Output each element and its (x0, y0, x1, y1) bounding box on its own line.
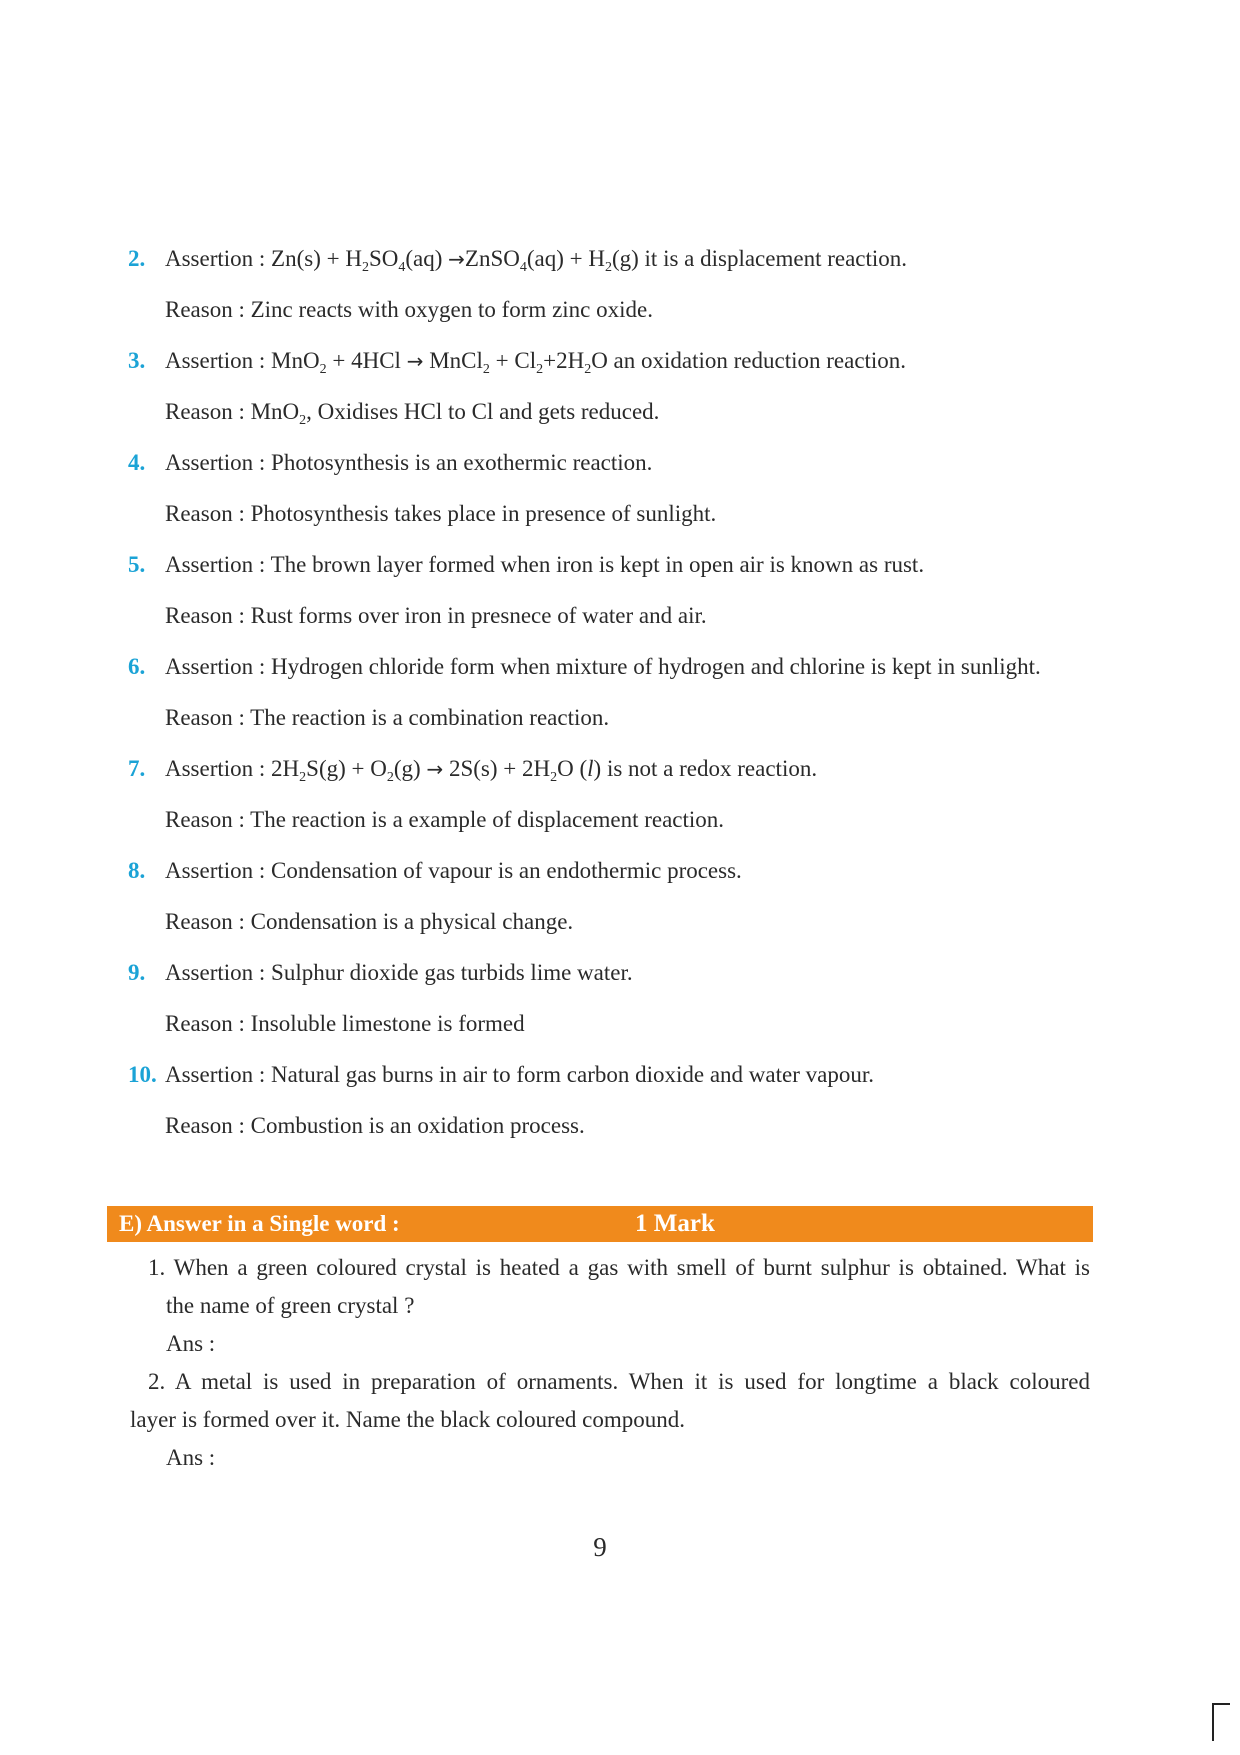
question-6-reason: Reason : The reaction is a combination reaction. (165, 705, 610, 730)
arrow-icon: → (406, 349, 424, 373)
question-9-reason: Reason : Insoluble limestone is formed (165, 1011, 525, 1036)
question-number: 5. (128, 552, 146, 577)
question-number: 2. (128, 246, 146, 271)
question-2-reason: Reason : Zinc reacts with oxygen to form zinc oxide. (165, 297, 653, 322)
section-marks: 1 Mark (635, 1210, 715, 1237)
arrow-icon: → (448, 247, 465, 271)
single-word-q1-line2: the name of green crystal ? (166, 1293, 415, 1318)
question-10-reason: Reason : Combustion is an oxidation process. (165, 1113, 585, 1138)
question-4-reason: Reason : Photosynthesis takes place in presence of sunlight. (165, 501, 717, 526)
section-header-bar (107, 1206, 1093, 1242)
question-number: 6. (128, 654, 146, 679)
single-word-q2-line2: layer is formed over it. Name the black coloured compound. (130, 1407, 686, 1432)
question-2-assertion: 2. Assertion : $Zn(s) + H_2SO_4(aq)$ →ZnSO$_4$(aq) + $H_2(g)$ it is a displacement reaction. (128, 246, 908, 275)
crop-mark (1212, 1703, 1214, 1741)
single-word-q1-answer: Ans : (166, 1331, 216, 1356)
question-number: 7. (128, 756, 146, 781)
question-4-assertion: 4. Assertion : Photosynthesis is an exothermic reaction. (128, 448, 1098, 499)
single-word-q1-line1: 1. When a green coloured crystal is heated a gas with smell of burnt sulphur is obtained. What is (148, 1255, 1090, 1280)
crop-mark-horizontal (1212, 1703, 1230, 1705)
question-6-assertion: 6. Assertion : Hydrogen chloride form when mixture of hydrogen and chlorine is kept in sunlight. (128, 652, 1098, 703)
single-word-q2-answer: Ans : (166, 1445, 216, 1470)
question-8-assertion: 8. Assertion : Condensation of vapour is an endothermic process. (128, 856, 1098, 907)
question-3-reason: Reason : MnO$_2$, Oxidises HCl to Cl and gets reduced. (165, 399, 660, 428)
question-5-assertion: 5. Assertion : The brown layer formed when iron is kept in open air is known as rust. (128, 550, 1098, 601)
question-5-reason: Reason : Rust forms over iron in presnece of water and air. (165, 603, 707, 628)
question-8-reason: Reason : Condensation is a physical change. (165, 909, 574, 934)
question-7-assertion: 7. Assertion : $2H_2S(g) + O_2(g) \to 2S(s) + 2H_2O$ (l) is not a redox reaction. (128, 756, 818, 785)
arrow-icon: → (426, 757, 444, 781)
assertion-reason-questions (128, 244, 1098, 1162)
question-9-assertion: 9. Assertion : Sulphur dioxide gas turbids lime water. (128, 958, 1098, 1009)
section-title: E) Answer in a Single word : (119, 1211, 400, 1236)
page-number: 9 (593, 1532, 607, 1562)
question-10-assertion: 10. Assertion : Natural gas burns in air to form carbon dioxide and water vapour. (128, 1060, 1098, 1111)
question-number: 4. (128, 450, 146, 475)
single-word-q2-line1: 2. A metal is used in preparation of ornaments. When it is used for longtime a black coloured (148, 1369, 1090, 1394)
question-number: 9. (128, 960, 146, 985)
question-3-assertion: 3. Assertion : MnO$_2$ + 4HCl → MnCl$_2$ + $Cl_2+2H_2O$ an oxidation reduction reaction. (128, 348, 907, 377)
question-number: 8. (128, 858, 146, 883)
question-number: 10. (128, 1062, 157, 1087)
question-7-reason: Reason : The reaction is a example of displacement reaction. (165, 807, 725, 832)
single-word-questions (130, 1249, 1090, 1477)
question-number: 3. (128, 348, 146, 373)
